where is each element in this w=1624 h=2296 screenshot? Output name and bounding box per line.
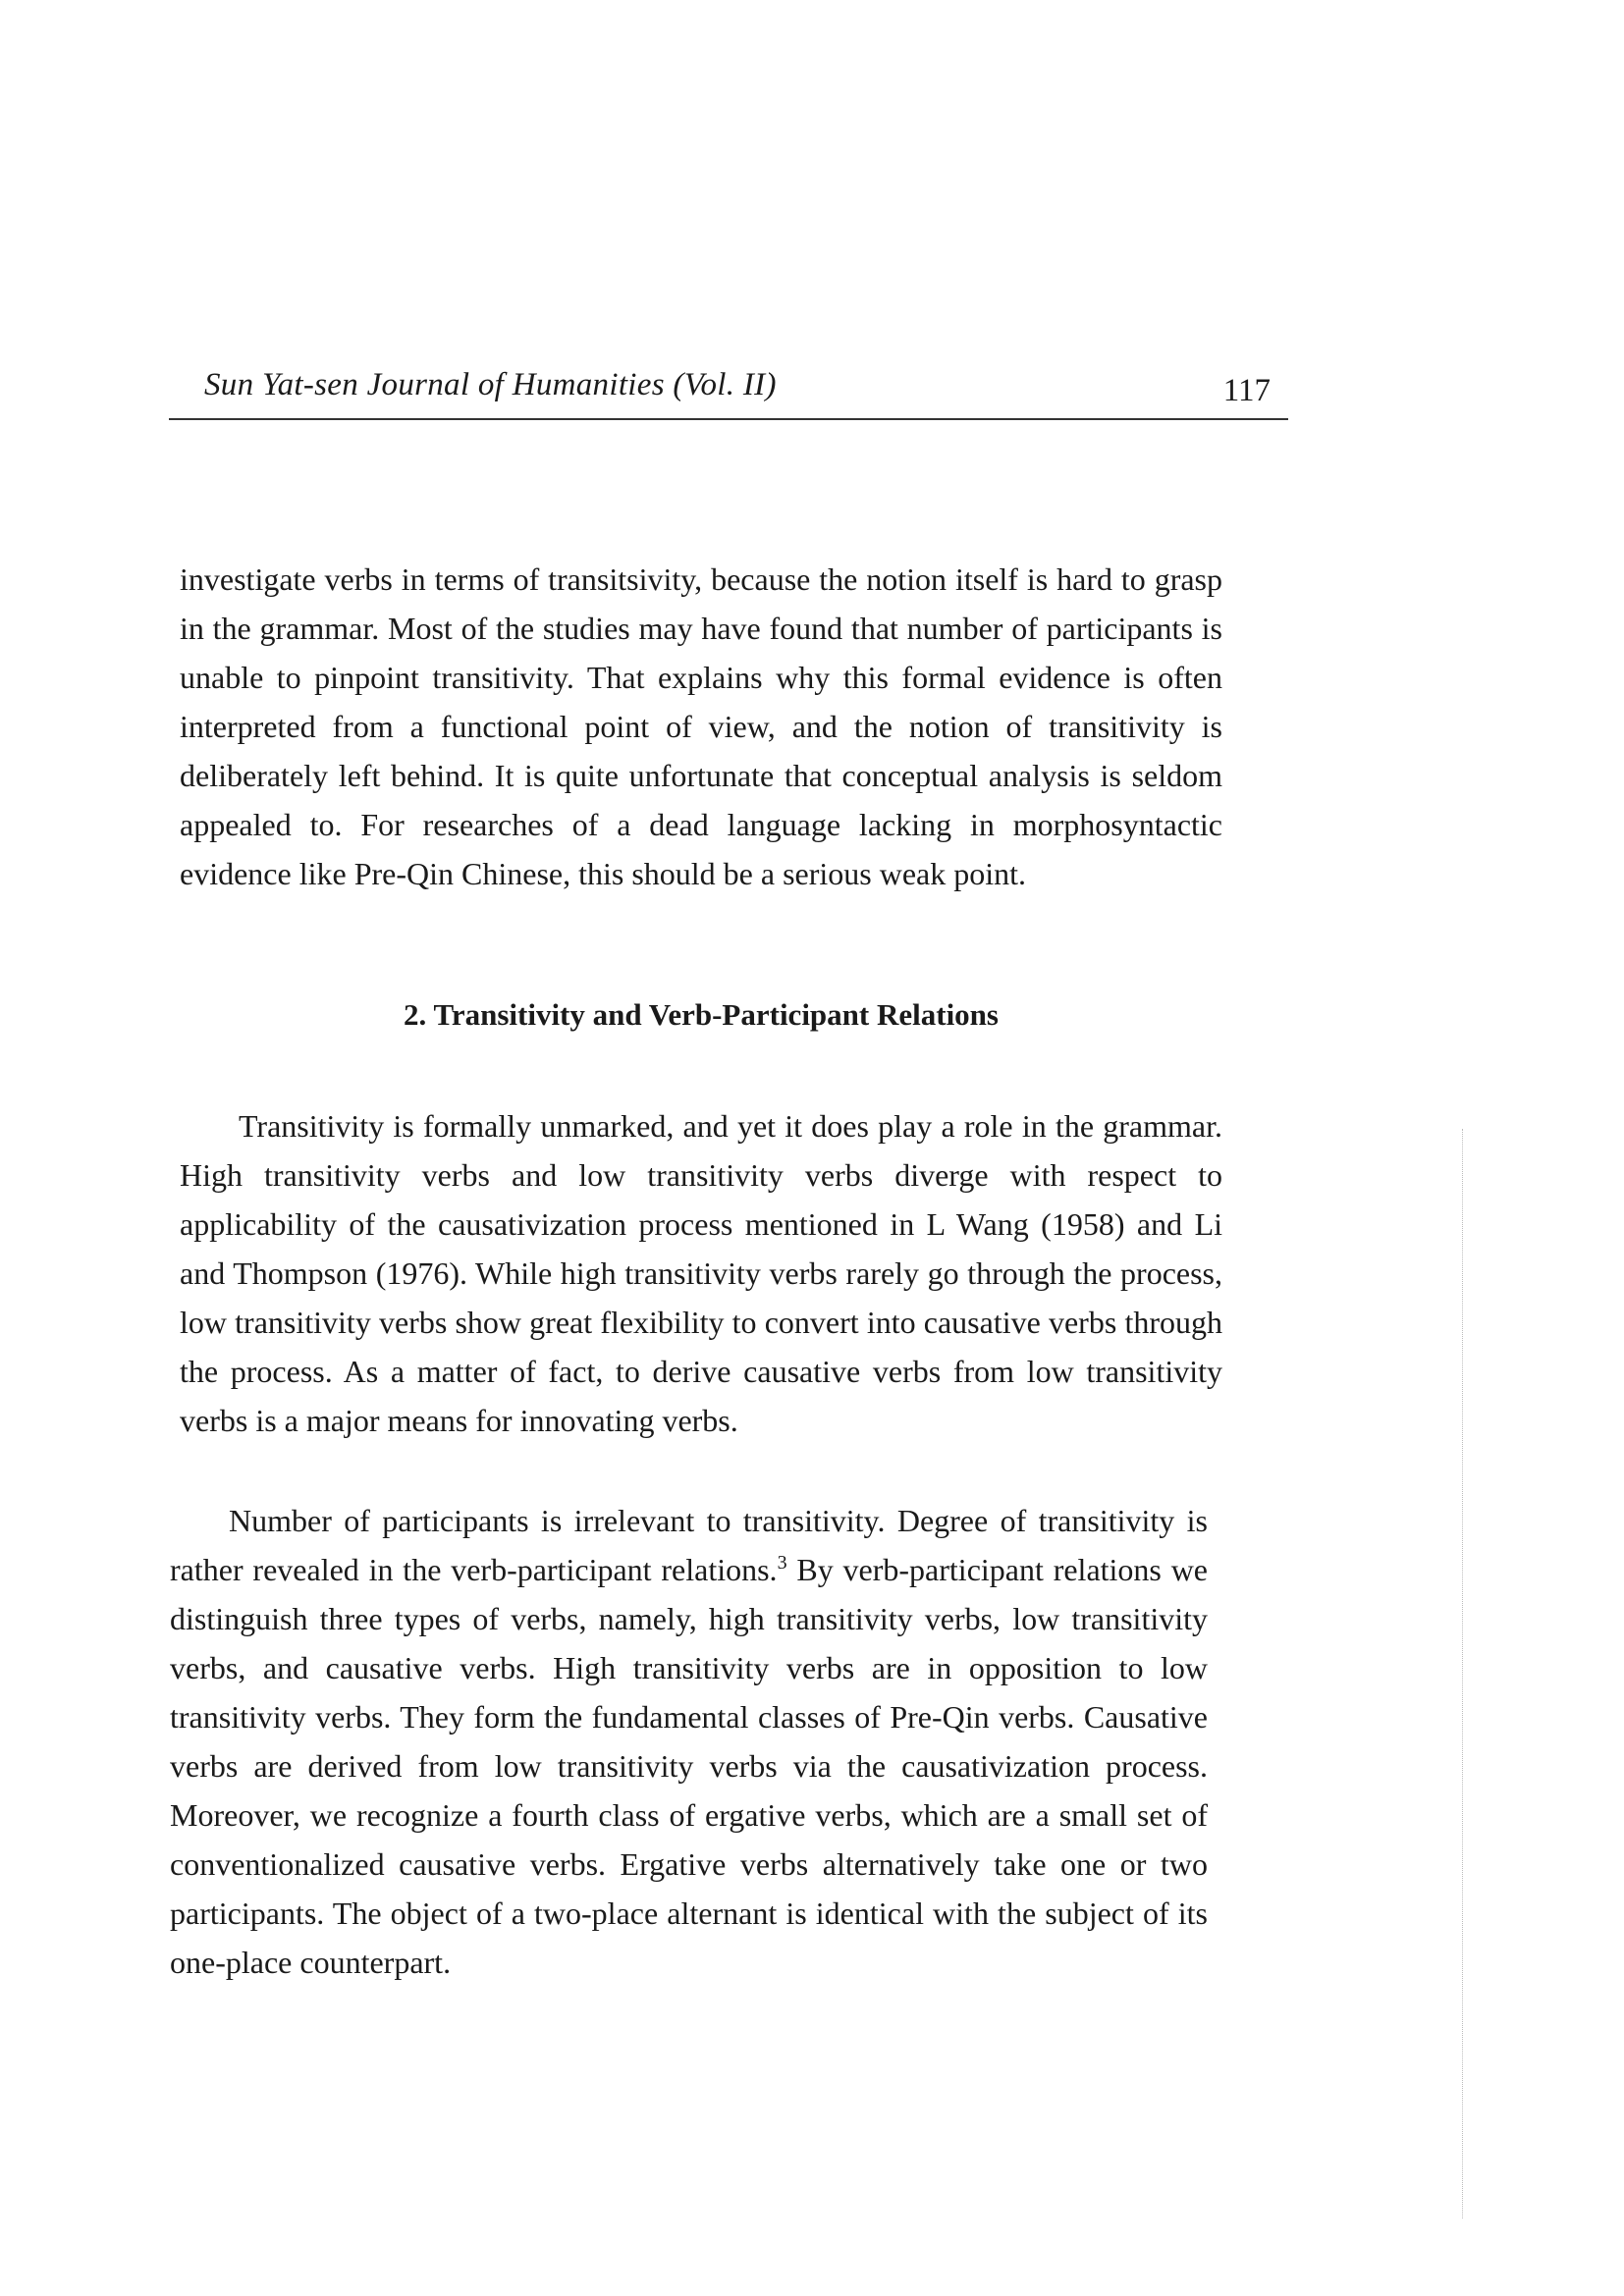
paragraph-verb-participant-relations [170, 1496, 1208, 1987]
scan-margin-line [1462, 1129, 1463, 2218]
section-heading: 2. Transitivity and Verb-Participant Relations [404, 997, 999, 1032]
journal-title: Sun Yat-sen Journal of Humanities (Vol. II) [204, 367, 777, 402]
paragraph-transitivity-unmarked: Transitivity is formally unmarked, and yet it does play a role in the grammar. High transitivity verbs and low transitivity verbs diverge with respect to applicability of the causativization process mentioned in L Wang (1958) and Li and Thompson (1976). While high transitivity verbs rarely go through the process, low transitivity verbs show great flexibility to convert into causative verbs through the process. As a matter of fact, to derive causative verbs from low transitivity verbs is a major means for innovating verbs. [180, 1108, 1222, 1438]
footnote-marker[interactable]: 3 [777, 1552, 787, 1574]
page-number: 117 [1222, 373, 1271, 408]
paragraph-text-part2: By verb-participant relations we distinguish three types of verbs, namely, high transitivity verbs, low transitivity verbs, and causative verbs. High transitivity verbs are in opposition to low transitivity verbs. They form the fundamental classes of Pre-Qin verbs. Causative verbs are derived from low transitivity verbs via the causativization process. Moreover, we recognize a fourth class of ergative verbs, which are a small set of conventionalized causative verbs. Ergative verbs alternatively take one or two participants. The object of a two-place alternant is identical with the subject of its one-place counterpart. [170, 1552, 1209, 1980]
running-header [169, 359, 1288, 420]
paragraph-intro-continuation: investigate verbs in terms of transitsivity, because the notion itself is hard to grasp in the grammar. Most of the studies may have found that number of participants is unable to pinpoint transitivity. That explains why this formal evidence is often interpreted from a functional point of view, and the notion of transitivity is deliberately left behind. It is quite unfortunate that conceptual analysis is seldom appealed to. For researches of a dead language lacking in morphosyntactic evidence like Pre-Qin Chinese, this should be a serious weak point. [180, 561, 1222, 891]
paragraph-text-part1: Number of participants is irrelevant to transitivity. Degree of transitivity is rather revealed in the verb-participant relations. [170, 1503, 1208, 1587]
